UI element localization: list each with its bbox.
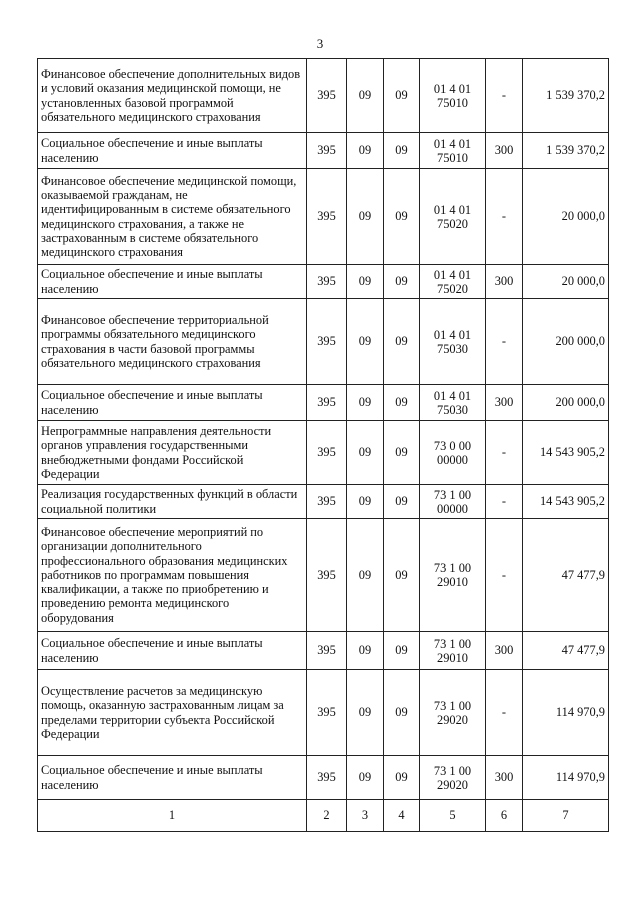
target-code bbox=[420, 670, 486, 756]
section-code: 09 bbox=[347, 421, 384, 485]
target-code-part1: 01 4 01 bbox=[433, 388, 472, 403]
expense-type-code: - bbox=[486, 169, 523, 265]
target-code-part1: 73 1 00 bbox=[433, 763, 472, 778]
section-code: 09 bbox=[347, 632, 384, 670]
target-code-part2: 75010 bbox=[437, 95, 468, 110]
target-code-part1: 73 1 00 bbox=[433, 487, 472, 502]
section-code: 09 bbox=[347, 485, 384, 519]
table-row bbox=[38, 519, 609, 632]
amount: 114 970,9 bbox=[523, 670, 609, 756]
target-code-part1: 01 4 01 bbox=[433, 81, 472, 96]
target-code bbox=[420, 265, 486, 299]
subsection-code: 09 bbox=[384, 59, 420, 133]
section-code: 09 bbox=[347, 299, 384, 385]
table-row bbox=[38, 632, 609, 670]
amount: 20 000,0 bbox=[523, 169, 609, 265]
ministry-code: 395 bbox=[307, 133, 347, 169]
amount: 20 000,0 bbox=[523, 265, 609, 299]
target-code-part2: 75030 bbox=[437, 402, 468, 417]
target-code bbox=[420, 519, 486, 632]
subsection-code: 09 bbox=[384, 485, 420, 519]
column-number: 1 bbox=[38, 800, 307, 832]
column-number-row bbox=[38, 800, 609, 832]
table-row bbox=[38, 756, 609, 800]
subsection-code: 09 bbox=[384, 632, 420, 670]
target-code-part2: 00000 bbox=[437, 501, 468, 516]
target-code bbox=[420, 169, 486, 265]
item-name: Непрограммные направления деятельности органов управления государственными внебюджетными фондами Российской Федерации bbox=[38, 421, 307, 485]
target-code-part1: 01 4 01 bbox=[433, 202, 472, 217]
table-row bbox=[38, 169, 609, 265]
column-number: 3 bbox=[347, 800, 384, 832]
subsection-code: 09 bbox=[384, 299, 420, 385]
item-name: Социальное обеспечение и иные выплаты населению bbox=[38, 756, 307, 800]
ministry-code: 395 bbox=[307, 265, 347, 299]
target-code-part2: 29010 bbox=[437, 575, 468, 589]
ministry-code: 395 bbox=[307, 299, 347, 385]
item-name: Реализация государственных функций в области социальной политики bbox=[38, 485, 307, 519]
subsection-code: 09 bbox=[384, 670, 420, 756]
target-code bbox=[420, 133, 486, 169]
ministry-code: 395 bbox=[307, 421, 347, 485]
subsection-code: 09 bbox=[384, 519, 420, 632]
expense-type-code: - bbox=[486, 485, 523, 519]
section-code: 09 bbox=[347, 265, 384, 299]
table-row bbox=[38, 299, 609, 385]
amount: 200 000,0 bbox=[523, 299, 609, 385]
target-code bbox=[420, 632, 486, 670]
section-code: 09 bbox=[347, 133, 384, 169]
amount: 114 970,9 bbox=[523, 756, 609, 800]
target-code-part2: 75020 bbox=[437, 281, 468, 296]
column-number: 5 bbox=[420, 800, 486, 832]
table-row bbox=[38, 421, 609, 485]
expense-type-code: - bbox=[486, 519, 523, 632]
subsection-code: 09 bbox=[384, 421, 420, 485]
item-name: Социальное обеспечение и иные выплаты населению bbox=[38, 133, 307, 169]
expense-type-code: 300 bbox=[486, 385, 523, 421]
target-code-part1: 01 4 01 bbox=[433, 267, 472, 282]
target-code-part2: 00000 bbox=[437, 452, 468, 467]
table-row bbox=[38, 133, 609, 169]
ministry-code: 395 bbox=[307, 385, 347, 421]
subsection-code: 09 bbox=[384, 385, 420, 421]
target-code bbox=[420, 485, 486, 519]
subsection-code: 09 bbox=[384, 265, 420, 299]
ministry-code: 395 bbox=[307, 756, 347, 800]
target-code-part1: 73 1 00 bbox=[433, 698, 472, 713]
column-number: 2 bbox=[307, 800, 347, 832]
target-code bbox=[420, 59, 486, 133]
item-name: Социальное обеспечение и иные выплаты населению bbox=[38, 385, 307, 421]
target-code bbox=[420, 299, 486, 385]
expense-type-code: 300 bbox=[486, 133, 523, 169]
target-code-part1: 01 4 01 bbox=[433, 327, 472, 342]
expense-type-code: 300 bbox=[486, 632, 523, 670]
item-name: Осуществление расчетов за медицинскую помощь, оказанную застрахованным лицам за пределами территории субъекта Российской Федерации bbox=[38, 670, 307, 756]
amount: 14 543 905,2 bbox=[523, 421, 609, 485]
section-code: 09 bbox=[347, 169, 384, 265]
subsection-code: 09 bbox=[384, 169, 420, 265]
target-code-part1: 73 1 00 bbox=[433, 561, 472, 575]
section-code: 09 bbox=[347, 519, 384, 632]
ministry-code: 395 bbox=[307, 485, 347, 519]
table-row bbox=[38, 670, 609, 756]
amount: 200 000,0 bbox=[523, 385, 609, 421]
subsection-code: 09 bbox=[384, 756, 420, 800]
item-name: Финансовое обеспечение территориальной программы обязательного медицинского страхования в части базовой программы обязательного медицинского страхования bbox=[38, 299, 307, 385]
section-code: 09 bbox=[347, 385, 384, 421]
target-code-part2: 75010 bbox=[437, 150, 468, 165]
target-code-part1: 01 4 01 bbox=[433, 136, 472, 151]
budget-table bbox=[37, 58, 609, 832]
table-row bbox=[38, 385, 609, 421]
ministry-code: 395 bbox=[307, 59, 347, 133]
column-number: 7 bbox=[523, 800, 609, 832]
amount: 1 539 370,2 bbox=[523, 133, 609, 169]
expense-type-code: 300 bbox=[486, 265, 523, 299]
table-row bbox=[38, 265, 609, 299]
column-number: 4 bbox=[384, 800, 420, 832]
target-code-part1: 73 1 00 bbox=[433, 636, 472, 651]
column-number: 6 bbox=[486, 800, 523, 832]
ministry-code: 395 bbox=[307, 169, 347, 265]
subsection-code: 09 bbox=[384, 133, 420, 169]
ministry-code: 395 bbox=[307, 670, 347, 756]
item-name: Социальное обеспечение и иные выплаты населению bbox=[38, 265, 307, 299]
table-row bbox=[38, 59, 609, 133]
target-code bbox=[420, 421, 486, 485]
item-name: Социальное обеспечение и иные выплаты населению bbox=[38, 632, 307, 670]
target-code bbox=[420, 385, 486, 421]
expense-type-code: - bbox=[486, 421, 523, 485]
expense-type-code: - bbox=[486, 59, 523, 133]
target-code-part2: 75030 bbox=[437, 341, 468, 356]
expense-type-code: - bbox=[486, 299, 523, 385]
target-code-part2: 29020 bbox=[437, 777, 468, 792]
section-code: 09 bbox=[347, 59, 384, 133]
section-code: 09 bbox=[347, 670, 384, 756]
target-code-part1: 73 0 00 bbox=[433, 438, 472, 453]
expense-type-code: - bbox=[486, 670, 523, 756]
section-code: 09 bbox=[347, 756, 384, 800]
item-name: Финансовое обеспечение мероприятий по организации дополнительного профессионального образования медицинских работников по программам повышения квалификации, а также по приобретению и проведению ремонта медицинского оборудования bbox=[38, 519, 307, 632]
target-code-part2: 29020 bbox=[437, 712, 468, 727]
item-name: Финансовое обеспечение дополнительных видов и условий оказания медицинской помощи, не установленных базовой программой обязательного медицинского страхования bbox=[38, 59, 307, 133]
amount: 14 543 905,2 bbox=[523, 485, 609, 519]
ministry-code: 395 bbox=[307, 632, 347, 670]
target-code bbox=[420, 756, 486, 800]
ministry-code: 395 bbox=[307, 519, 347, 632]
page-number: 3 bbox=[316, 36, 324, 51]
target-code-part2: 75020 bbox=[437, 216, 468, 231]
item-name: Финансовое обеспечение медицинской помощи, оказываемой гражданам, не идентифицированным в системе обязательного медицинского страхования, а также не застрахованным в системе обязательного медицинского страхования bbox=[38, 169, 307, 265]
amount: 47 477,9 bbox=[523, 632, 609, 670]
expense-type-code: 300 bbox=[486, 756, 523, 800]
table-row bbox=[38, 485, 609, 519]
target-code-part2: 29010 bbox=[437, 650, 468, 665]
amount: 47 477,9 bbox=[523, 519, 609, 632]
amount: 1 539 370,2 bbox=[523, 59, 609, 133]
